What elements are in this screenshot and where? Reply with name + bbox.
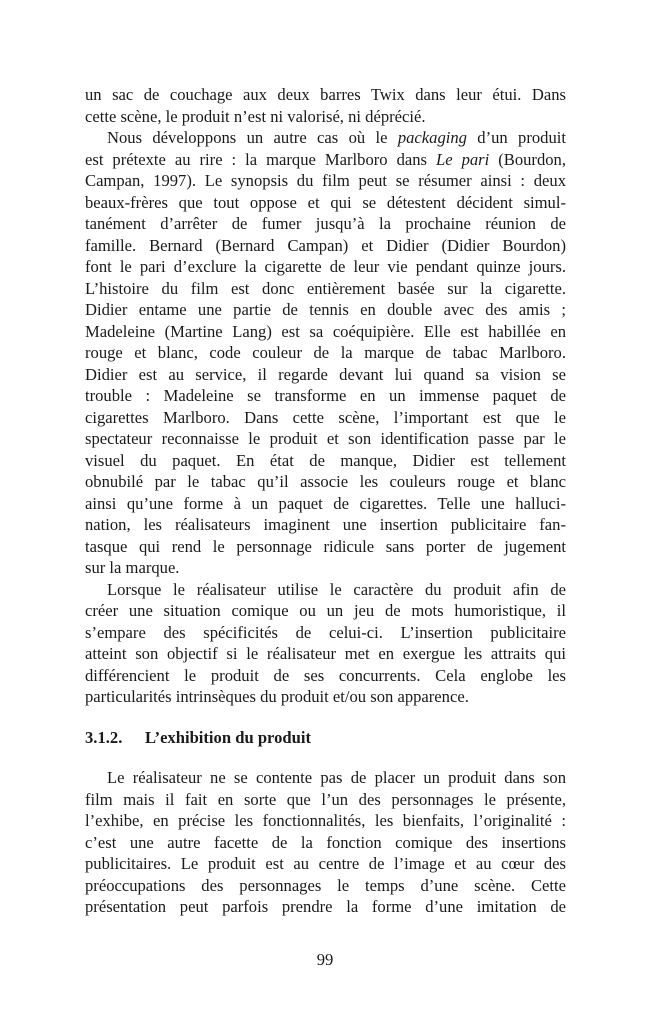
text-segment: spectateur reconnaisse le produit et son identification passe par le — [85, 429, 566, 448]
text-line — [85, 622, 566, 644]
text-segment: l’exhibe, en précise les fonctionnalités, les bienfaits, l’originalité : — [85, 811, 566, 830]
text-line — [85, 428, 566, 450]
text-segment: Nous développons un autre cas où le — [107, 128, 398, 147]
text-segment: particularités intrinsèques du produit et/ou son apparence. — [85, 687, 469, 706]
italic-text: packaging — [397, 128, 467, 147]
text-line — [85, 84, 566, 106]
text-line — [85, 853, 566, 875]
text-segment: (Bourdon, — [489, 149, 567, 169]
text-segment: Campan, 1997). Le synopsis du film peut se résumer ainsi : deux — [85, 171, 566, 190]
text-line — [85, 213, 566, 235]
text-line — [85, 407, 566, 429]
text-segment: c’est une autre facette de la fonction comique des insertions — [85, 832, 566, 852]
text-segment: famille. Bernard (Bernard Campan) et Didier (Didier Bourdon) — [85, 235, 566, 255]
text-segment: trouble : Madeleine se transforme en un immense paquet de — [85, 386, 566, 405]
text-segment: créer une situation comique ou un jeu de mots humoristique, il — [85, 601, 566, 620]
text-line — [85, 321, 566, 343]
text-line — [85, 767, 566, 789]
text-line — [85, 686, 566, 708]
text-line — [85, 235, 566, 257]
italic-text: Le pari — [435, 149, 490, 169]
text-segment: visuel du paquet. En état de manque, Didier est tellement — [85, 450, 566, 470]
page-number: 99 — [316, 950, 334, 969]
text-segment: est prétexte au rire : la marque Marlboro dans — [85, 149, 436, 169]
text-segment: préoccupations des personnages le temps d’une scène. Cette — [85, 875, 566, 895]
text-segment: obnubilé par le tabac qu’il associe les couleurs rouge et blanc — [85, 472, 566, 491]
text-line — [85, 364, 566, 386]
text-line — [85, 450, 566, 472]
text-segment: Madeleine (Martine Lang) est sa coéquipière. Elle est habillée en — [85, 321, 566, 341]
text-segment: rouge et blanc, code couleur de la marque de tabac Marlboro. — [85, 343, 566, 362]
text-line — [85, 600, 566, 622]
section-body-text — [85, 767, 566, 918]
text-line — [85, 875, 566, 897]
section-heading — [85, 727, 311, 749]
text-segment: film mais il fait en sorte que l’un des personnages le présente, — [85, 789, 566, 809]
text-segment: d’un produit — [466, 128, 566, 147]
text-line — [85, 256, 566, 278]
text-line — [85, 493, 566, 515]
text-line — [85, 643, 566, 665]
text-line — [85, 385, 566, 407]
text-segment: tasque qui rend le personnage ridicule sans porter de jugement — [85, 536, 566, 556]
text-line — [85, 536, 566, 558]
text-line — [85, 192, 566, 214]
text-line — [85, 665, 566, 687]
text-line — [85, 789, 566, 811]
text-segment: s’empare des spécificités de celui-ci. L’insertion publicitaire — [85, 622, 566, 642]
text-segment: cette scène, le produit n’est ni valorisé, ni déprécié. — [85, 106, 426, 126]
text-segment: nation, les réalisateurs imaginent une insertion publicitaire fan- — [85, 515, 566, 534]
text-segment: font le pari d’exclure la cigarette de leur vie pendant quinze jours. — [85, 257, 566, 276]
text-line — [85, 106, 566, 128]
text-line — [85, 149, 566, 171]
body-text — [85, 84, 566, 708]
text-line — [85, 278, 566, 300]
text-segment: Didier entame une partie de tennis en double avec des amis ; — [85, 300, 566, 319]
text-segment: Lorsque le réalisateur utilise le caractère du produit afin de — [107, 579, 566, 599]
text-segment: tanément d’arrêter de fumer jusqu’à la prochaine réunion de — [85, 214, 566, 233]
text-segment: différencient le produit de ses concurrents. Cela englobe les — [85, 665, 566, 685]
text-segment: publicitaires. Le produit est au centre de l’image et au cœur des — [85, 854, 566, 873]
section-number: 3.1.2. — [85, 728, 123, 747]
text-segment: Didier est au service, il regarde devant lui quand sa vision se — [85, 364, 566, 384]
text-segment: beaux-frères que tout oppose et qui se détestent décident simul- — [85, 192, 566, 212]
text-segment: présentation peut parfois prendre la forme d’une imitation de — [85, 897, 566, 916]
section-title: L’exhibition du produit — [145, 728, 312, 747]
text-line — [85, 342, 566, 364]
text-line — [85, 514, 566, 536]
text-line — [85, 471, 566, 493]
text-line — [85, 896, 566, 918]
text-segment: sur la marque. — [85, 558, 180, 577]
text-segment: ainsi qu’une forme à un paquet de cigarettes. Telle une halluci- — [85, 493, 566, 513]
text-line — [85, 557, 566, 579]
text-segment: un sac de couchage aux deux barres Twix dans leur étui. Dans — [85, 85, 566, 104]
text-line — [85, 810, 566, 832]
text-segment: Le réalisateur ne se contente pas de placer un produit dans son — [107, 768, 566, 787]
text-line — [85, 170, 566, 192]
text-segment: atteint son objectif si le réalisateur met en exergue les attraits qui — [85, 644, 566, 663]
text-line — [85, 832, 566, 854]
text-line — [85, 299, 566, 321]
text-segment: L’histoire du film est donc entièrement basée sur la cigarette. — [85, 278, 566, 298]
text-line — [85, 579, 566, 601]
text-segment: cigarettes Marlboro. Dans cette scène, l’important est que le — [85, 407, 566, 427]
text-line — [85, 127, 566, 149]
